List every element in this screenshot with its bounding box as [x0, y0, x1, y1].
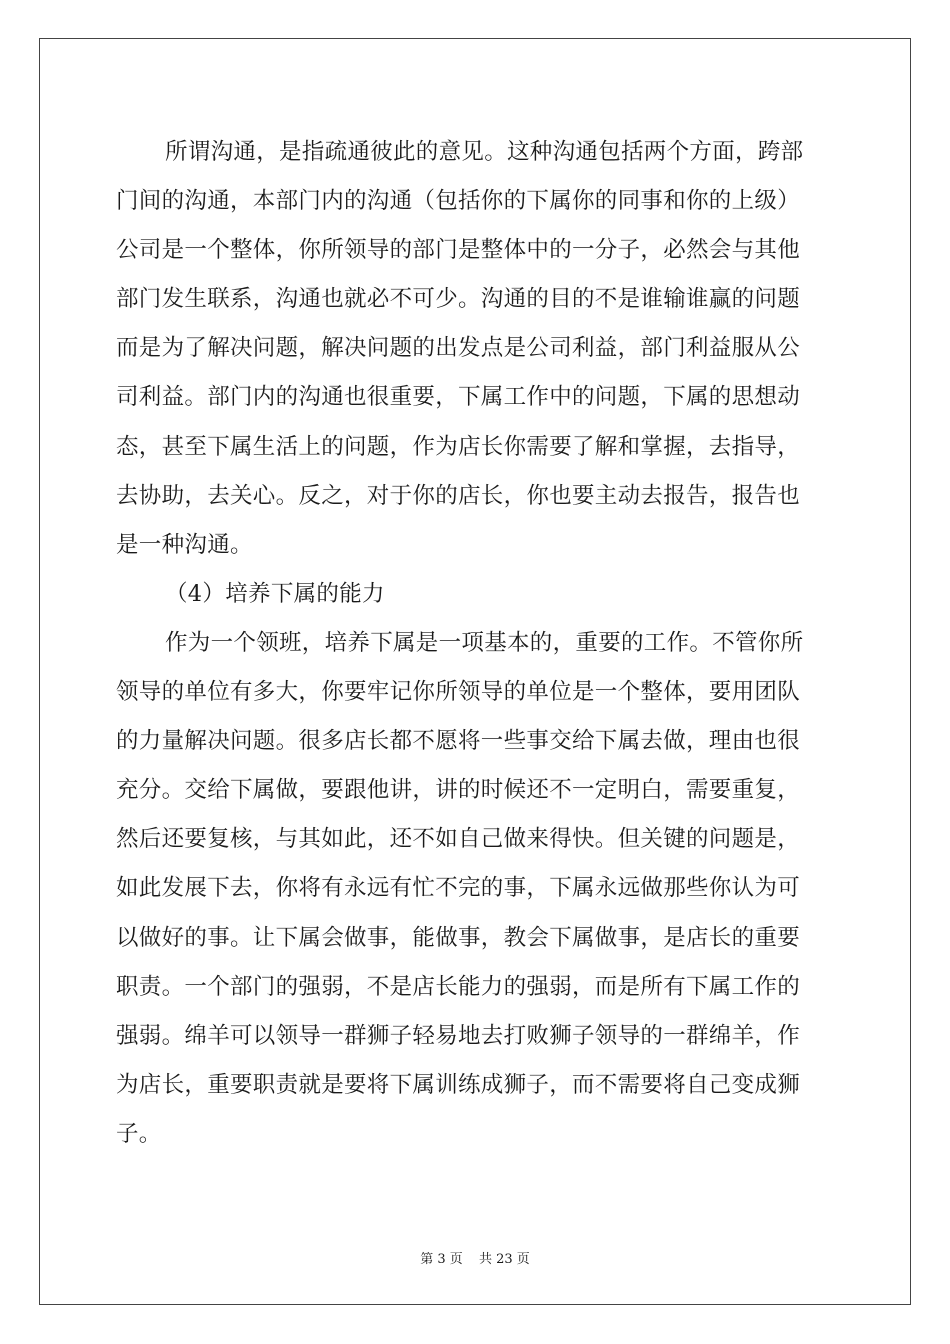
text-line: 去协助，去关心。反之，对于你的店长，你也要主动去报告，报告也	[116, 482, 801, 509]
text-line: 部门发生联系，沟通也就必不可少。沟通的目的不是谁输谁赢的问题	[116, 286, 801, 313]
text-line: 的力量解决问题。很多店长都不愿将一些事交给下属去做，理由也很	[116, 728, 801, 755]
section-heading: （4）培养下属的能力	[165, 580, 385, 607]
text-line: 作为一个领班，培养下属是一项基本的，重要的工作。不管你所	[165, 629, 804, 656]
text-line: 充分。交给下属做，要跟他讲，讲的时候还不一定明白，需要重复，	[116, 777, 801, 804]
text-line: 所谓沟通，是指疏通彼此的意见。这种沟通包括两个方面，跨部	[165, 139, 804, 165]
document-body	[116, 128, 836, 1159]
text-line: 职责。一个部门的强弱，不是店长能力的强弱，而是所有下属工作的	[116, 973, 801, 1000]
text-line: 强弱。绵羊可以领导一群狮子轻易地去打败狮子领导的一群绵羊，作	[116, 1022, 801, 1049]
text-line: 是一种沟通。	[116, 531, 253, 558]
text-line: 态，甚至下属生活上的问题，作为店长你需要了解和掌握，去指导，	[116, 433, 801, 460]
text-line: 然后还要复核，与其如此，还不如自己做来得快。但关键的问题是，	[116, 826, 801, 853]
page-number: 第 3 页	[420, 1252, 463, 1267]
text-line: 如此发展下去，你将有永远有忙不完的事，下属永远做那些你认为可	[116, 875, 801, 902]
text-line: 为店长，重要职责就是要将下属训练成狮子，而不需要将自己变成狮	[116, 1071, 801, 1098]
text-line: 而是为了解决问题，解决问题的出发点是公司利益，部门利益服从公	[116, 335, 801, 362]
text-line: 领导的单位有多大，你要牢记你所领导的单位是一个整体，要用团队	[116, 679, 801, 706]
text-line: 公司是一个整体，你所领导的部门是整体中的一分子，必然会与其他	[116, 237, 801, 264]
text-line: 门间的沟通，本部门内的沟通（包括你的下属你的同事和你的上级）	[116, 188, 801, 215]
text-line: 子。	[116, 1120, 162, 1147]
page-total: 共 23 页	[478, 1252, 530, 1267]
text-line: 以做好的事。让下属会做事，能做事，教会下属做事，是店长的重要	[116, 924, 801, 951]
text-line: 司利益。部门内的沟通也很重要，下属工作中的问题，下属的思想动	[116, 384, 801, 411]
page-footer	[0, 1248, 950, 1267]
